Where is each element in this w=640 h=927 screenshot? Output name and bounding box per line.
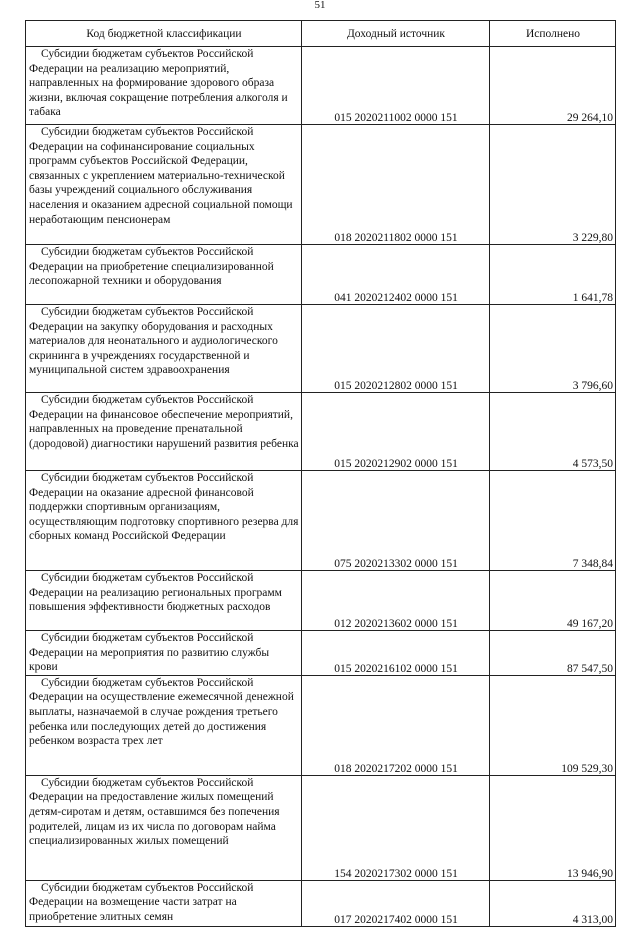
row-code: 015 2020211002 0000 151 [302, 47, 490, 125]
row-code: 015 2020212902 0000 151 [302, 393, 490, 471]
row-code: 017 2020217402 0000 151 [302, 880, 490, 926]
row-code: 012 2020213602 0000 151 [302, 571, 490, 631]
row-amount: 13 946,90 [490, 775, 616, 880]
table-row [26, 393, 616, 471]
row-description: Субсидии бюджетам субъектов Российской Федерации на возмещение части затрат на приобретение элитных семян [26, 880, 302, 926]
table-row [26, 571, 616, 631]
row-code: 075 2020213302 0000 151 [302, 471, 490, 571]
row-code: 041 2020212402 0000 151 [302, 245, 490, 305]
row-amount: 3 796,60 [490, 305, 616, 393]
page-number: 51 [314, 0, 326, 11]
row-description: Субсидии бюджетам субъектов Российской Федерации на реализацию региональных программ повышения эффективности бюджетных расходов [26, 571, 302, 631]
table-row [26, 775, 616, 880]
row-description: Субсидии бюджетам субъектов Российской Федерации на приобретение специализированной лесопожарной техники и оборудования [26, 245, 302, 305]
row-description: Субсидии бюджетам субъектов Российской Федерации на оказание адресной финансовой поддержки спортивным организациям, осуществляющим подготовку спортивного резерва для сборных команд Российской Федерации [26, 471, 302, 571]
row-description: Субсидии бюджетам субъектов Российской Федерации на софинансирование социальных программ субъектов Российской Федерации, связанных с укреплением материально-технической базы учреждений социального обслуживания населения и оказанием адресной социальной помощи неработающим пенсионерам [26, 125, 302, 245]
row-description: Субсидии бюджетам субъектов Российской Федерации на предоставление жилых помещений детям-сиротам и детям, оставшимся без попечения родителей, лицам из их числа по договорам найма специализированных жилых помещений [26, 775, 302, 880]
table-row [26, 880, 616, 926]
header-source: Доходный источник [302, 21, 490, 47]
row-amount: 7 348,84 [490, 471, 616, 571]
table-row [26, 471, 616, 571]
row-description: Субсидии бюджетам субъектов Российской Федерации на мероприятия по развитию службы крови [26, 631, 302, 676]
row-description: Субсидии бюджетам субъектов Российской Федерации на закупку оборудования и расходных материалов для неонатального и аудиологического скрининга в учреждениях государственной и муниципальной систем здравоохранения [26, 305, 302, 393]
row-code: 015 2020216102 0000 151 [302, 631, 490, 676]
row-description: Субсидии бюджетам субъектов Российской Федерации на осуществление ежемесячной денежной выплаты, назначаемой в случае рождения третьего ребенка или последующих детей до достижения ребенком возраста трех лет [26, 675, 302, 775]
header-row [26, 21, 616, 47]
row-amount: 1 641,78 [490, 245, 616, 305]
row-amount: 109 529,30 [490, 675, 616, 775]
table-row [26, 631, 616, 676]
header-classification: Код бюджетной классификации [26, 21, 302, 47]
budget-table [25, 20, 616, 927]
row-code: 154 2020217302 0000 151 [302, 775, 490, 880]
table-row [26, 305, 616, 393]
row-code: 018 2020211802 0000 151 [302, 125, 490, 245]
row-amount: 49 167,20 [490, 571, 616, 631]
row-description: Субсидии бюджетам субъектов Российской Федерации на финансовое обеспечение мероприятий, направленных на проведение пренатальной (дородовой) диагностики нарушений развития ребенка [26, 393, 302, 471]
row-amount: 87 547,50 [490, 631, 616, 676]
row-code: 018 2020217202 0000 151 [302, 675, 490, 775]
row-amount: 29 264,10 [490, 47, 616, 125]
header-executed: Исполнено [490, 21, 616, 47]
row-amount: 3 229,80 [490, 125, 616, 245]
row-description: Субсидии бюджетам субъектов Российской Федерации на реализацию мероприятий, направленных на формирование здорового образа жизни, включая сокращение потребления алкоголя и табака [26, 47, 302, 125]
table-row [26, 47, 616, 125]
row-amount: 4 313,00 [490, 880, 616, 926]
table-row [26, 675, 616, 775]
table-row [26, 125, 616, 245]
row-amount: 4 573,50 [490, 393, 616, 471]
table-row [26, 245, 616, 305]
row-code: 015 2020212802 0000 151 [302, 305, 490, 393]
